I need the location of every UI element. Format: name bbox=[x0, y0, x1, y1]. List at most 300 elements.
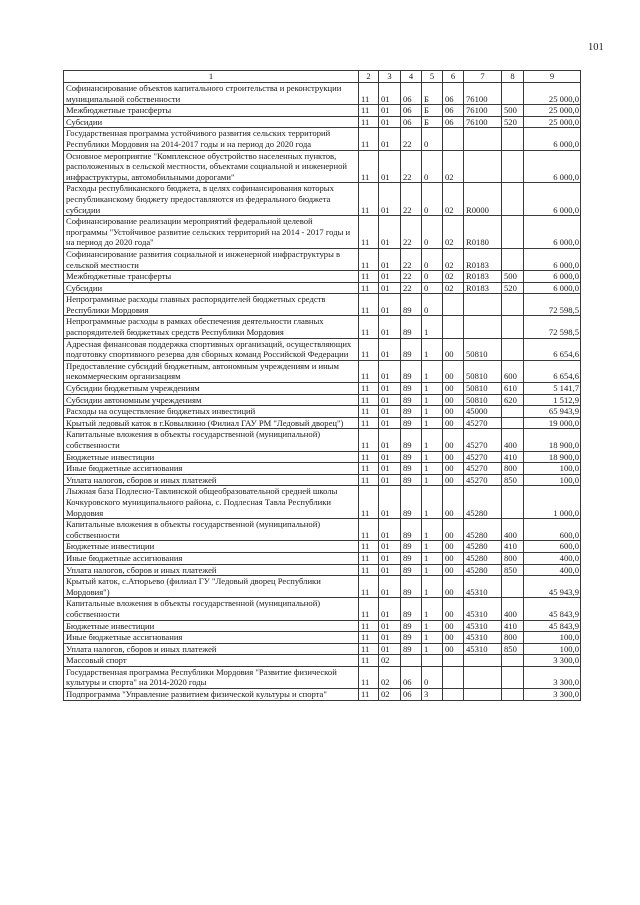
row-code-3-cell: 02 bbox=[379, 666, 401, 688]
row-code-5-cell: 1 bbox=[422, 519, 443, 541]
row-code-5-cell bbox=[422, 655, 443, 667]
row-code-3-cell: 01 bbox=[379, 271, 401, 283]
row-code-8-cell bbox=[502, 666, 524, 688]
row-amount-cell: 6 654,6 bbox=[524, 338, 581, 360]
row-code-7-cell: 45310 bbox=[464, 643, 502, 655]
row-code-2-cell: 11 bbox=[359, 216, 379, 249]
row-code-5-cell: 1 bbox=[422, 383, 443, 395]
row-amount-cell: 6 000,0 bbox=[524, 271, 581, 283]
row-name-cell: Лыжная база Подлесно-Тавлинской общеобразовательной средней школы Кочкуровского муниципального района, с. Подлесная Тавла Республики Мордовия bbox=[64, 486, 359, 519]
row-code-2-cell: 11 bbox=[359, 406, 379, 418]
row-code-6-cell: 00 bbox=[443, 643, 464, 655]
row-code-2-cell: 11 bbox=[359, 150, 379, 183]
row-amount-cell: 6 000,0 bbox=[524, 248, 581, 270]
table-row bbox=[64, 105, 581, 117]
row-code-2-cell: 11 bbox=[359, 620, 379, 632]
row-code-5-cell: 1 bbox=[422, 463, 443, 475]
row-code-5-cell: 0 bbox=[422, 271, 443, 283]
row-code-2-cell: 11 bbox=[359, 271, 379, 283]
row-amount-cell: 600,0 bbox=[524, 541, 581, 553]
row-code-2-cell: 11 bbox=[359, 383, 379, 395]
row-amount-cell: 3 300,0 bbox=[524, 655, 581, 667]
row-code-4-cell: 89 bbox=[401, 463, 422, 475]
row-amount-cell: 6 000,0 bbox=[524, 150, 581, 183]
row-amount-cell: 400,0 bbox=[524, 552, 581, 564]
row-code-7-cell: 45310 bbox=[464, 576, 502, 598]
row-code-8-cell: 410 bbox=[502, 541, 524, 553]
row-code-3-cell: 01 bbox=[379, 294, 401, 316]
row-code-5-cell: 1 bbox=[422, 406, 443, 418]
row-code-2-cell: 11 bbox=[359, 632, 379, 644]
row-code-5-cell: 1 bbox=[422, 632, 443, 644]
table-row bbox=[64, 216, 581, 249]
table-row bbox=[64, 474, 581, 486]
row-code-4-cell: 89 bbox=[401, 406, 422, 418]
row-name-cell: Субсидии bbox=[64, 282, 359, 294]
row-code-2-cell: 11 bbox=[359, 643, 379, 655]
row-code-6-cell: 00 bbox=[443, 360, 464, 382]
row-code-6-cell: 00 bbox=[443, 541, 464, 553]
row-code-5-cell: 1 bbox=[422, 474, 443, 486]
row-code-6-cell bbox=[443, 128, 464, 150]
row-code-5-cell: 1 bbox=[422, 451, 443, 463]
row-code-6-cell: 02 bbox=[443, 216, 464, 249]
row-code-4-cell bbox=[401, 655, 422, 667]
row-code-4-cell: 89 bbox=[401, 552, 422, 564]
row-code-4-cell: 89 bbox=[401, 632, 422, 644]
row-code-2-cell: 11 bbox=[359, 128, 379, 150]
row-code-5-cell: 3 bbox=[422, 689, 443, 701]
row-code-3-cell: 01 bbox=[379, 486, 401, 519]
row-name-cell: Массовый спорт bbox=[64, 655, 359, 667]
table-row bbox=[64, 643, 581, 655]
row-code-6-cell bbox=[443, 689, 464, 701]
row-code-3-cell: 01 bbox=[379, 383, 401, 395]
row-code-4-cell: 89 bbox=[401, 486, 422, 519]
header-col-4: 4 bbox=[401, 71, 422, 83]
row-amount-cell: 600,0 bbox=[524, 519, 581, 541]
row-code-4-cell: 89 bbox=[401, 394, 422, 406]
row-code-7-cell: 45280 bbox=[464, 552, 502, 564]
row-code-8-cell bbox=[502, 316, 524, 338]
row-code-4-cell: 22 bbox=[401, 128, 422, 150]
row-code-6-cell: 06 bbox=[443, 105, 464, 117]
table-row bbox=[64, 632, 581, 644]
row-code-3-cell: 01 bbox=[379, 451, 401, 463]
table-row bbox=[64, 83, 581, 105]
row-code-8-cell bbox=[502, 294, 524, 316]
row-code-5-cell: 0 bbox=[422, 128, 443, 150]
row-code-3-cell: 01 bbox=[379, 83, 401, 105]
row-code-8-cell bbox=[502, 417, 524, 429]
row-code-8-cell: 800 bbox=[502, 632, 524, 644]
row-code-5-cell: 1 bbox=[422, 576, 443, 598]
row-name-cell: Крытый ледовый каток в г.Ковылкино (Филиал ГАУ РМ "Ледовый дворец") bbox=[64, 417, 359, 429]
row-code-5-cell: 0 bbox=[422, 282, 443, 294]
row-code-8-cell bbox=[502, 150, 524, 183]
row-code-4-cell: 89 bbox=[401, 598, 422, 620]
row-code-7-cell: 45270 bbox=[464, 463, 502, 475]
row-code-6-cell: 00 bbox=[443, 564, 464, 576]
row-amount-cell: 18 900,0 bbox=[524, 451, 581, 463]
row-code-4-cell: 06 bbox=[401, 83, 422, 105]
row-code-4-cell: 22 bbox=[401, 271, 422, 283]
row-name-cell: Субсидии bbox=[64, 116, 359, 128]
row-amount-cell: 19 000,0 bbox=[524, 417, 581, 429]
row-code-6-cell: 00 bbox=[443, 451, 464, 463]
row-code-5-cell: 1 bbox=[422, 486, 443, 519]
row-code-3-cell: 01 bbox=[379, 620, 401, 632]
row-code-5-cell: 1 bbox=[422, 417, 443, 429]
row-code-4-cell: 89 bbox=[401, 338, 422, 360]
row-code-5-cell: Б bbox=[422, 116, 443, 128]
row-code-8-cell: 800 bbox=[502, 463, 524, 475]
table-row bbox=[64, 451, 581, 463]
row-code-8-cell: 500 bbox=[502, 271, 524, 283]
row-code-6-cell: 02 bbox=[443, 150, 464, 183]
row-code-6-cell: 00 bbox=[443, 406, 464, 418]
row-code-6-cell: 00 bbox=[443, 576, 464, 598]
row-code-5-cell: 0 bbox=[422, 216, 443, 249]
row-amount-cell: 6 000,0 bbox=[524, 128, 581, 150]
row-amount-cell: 6 000,0 bbox=[524, 282, 581, 294]
row-code-7-cell: 45310 bbox=[464, 632, 502, 644]
row-name-cell: Расходы на осуществление бюджетных инвестиций bbox=[64, 406, 359, 418]
row-code-7-cell: 50810 bbox=[464, 394, 502, 406]
table-row bbox=[64, 552, 581, 564]
row-code-6-cell: 00 bbox=[443, 519, 464, 541]
row-code-8-cell: 800 bbox=[502, 552, 524, 564]
row-code-7-cell: R0183 bbox=[464, 271, 502, 283]
row-code-5-cell: 1 bbox=[422, 429, 443, 451]
row-code-6-cell bbox=[443, 666, 464, 688]
row-code-6-cell: 00 bbox=[443, 417, 464, 429]
row-code-6-cell: 02 bbox=[443, 248, 464, 270]
row-code-2-cell: 11 bbox=[359, 666, 379, 688]
row-code-3-cell: 01 bbox=[379, 316, 401, 338]
row-code-8-cell bbox=[502, 128, 524, 150]
row-code-3-cell: 01 bbox=[379, 360, 401, 382]
row-amount-cell: 72 598,5 bbox=[524, 294, 581, 316]
row-code-4-cell: 89 bbox=[401, 429, 422, 451]
row-name-cell: Крытый каток, с.Атюрьево (филиал ГУ "Ледовый дворец Республики Мордовия") bbox=[64, 576, 359, 598]
row-code-2-cell: 11 bbox=[359, 689, 379, 701]
row-code-3-cell: 01 bbox=[379, 150, 401, 183]
table-row bbox=[64, 620, 581, 632]
row-code-3-cell: 01 bbox=[379, 394, 401, 406]
row-amount-cell: 72 598,5 bbox=[524, 316, 581, 338]
row-code-5-cell: 1 bbox=[422, 620, 443, 632]
row-code-4-cell: 89 bbox=[401, 360, 422, 382]
row-code-4-cell: 06 bbox=[401, 116, 422, 128]
row-code-6-cell: 00 bbox=[443, 552, 464, 564]
row-code-8-cell bbox=[502, 183, 524, 216]
row-code-8-cell: 400 bbox=[502, 519, 524, 541]
row-amount-cell: 1 512,9 bbox=[524, 394, 581, 406]
row-code-7-cell: 45280 bbox=[464, 541, 502, 553]
row-name-cell: Уплата налогов, сборов и иных платежей bbox=[64, 564, 359, 576]
row-code-2-cell: 11 bbox=[359, 541, 379, 553]
row-code-2-cell: 11 bbox=[359, 417, 379, 429]
row-code-2-cell: 11 bbox=[359, 451, 379, 463]
header-col-3: 3 bbox=[379, 71, 401, 83]
row-name-cell: Бюджетные инвестиции bbox=[64, 541, 359, 553]
row-code-5-cell: 1 bbox=[422, 598, 443, 620]
row-code-2-cell: 11 bbox=[359, 564, 379, 576]
row-code-6-cell: 06 bbox=[443, 83, 464, 105]
row-code-6-cell bbox=[443, 294, 464, 316]
row-code-3-cell: 01 bbox=[379, 519, 401, 541]
row-code-2-cell: 11 bbox=[359, 598, 379, 620]
row-code-5-cell: 1 bbox=[422, 541, 443, 553]
row-code-8-cell: 520 bbox=[502, 116, 524, 128]
row-code-2-cell: 11 bbox=[359, 183, 379, 216]
row-code-4-cell: 89 bbox=[401, 474, 422, 486]
row-code-4-cell: 89 bbox=[401, 383, 422, 395]
row-code-4-cell: 89 bbox=[401, 316, 422, 338]
row-code-6-cell: 00 bbox=[443, 474, 464, 486]
row-code-7-cell: R0183 bbox=[464, 282, 502, 294]
page-number: 101 bbox=[588, 42, 604, 53]
row-code-4-cell: 89 bbox=[401, 620, 422, 632]
table-row bbox=[64, 316, 581, 338]
table-row bbox=[64, 689, 581, 701]
row-name-cell: Предоставление субсидий бюджетным, автономным учреждениям и иным некоммерческим организациям bbox=[64, 360, 359, 382]
row-code-4-cell: 89 bbox=[401, 519, 422, 541]
row-code-3-cell: 02 bbox=[379, 689, 401, 701]
row-code-2-cell: 11 bbox=[359, 552, 379, 564]
row-code-7-cell: 45280 bbox=[464, 486, 502, 519]
table-row bbox=[64, 406, 581, 418]
row-code-2-cell: 11 bbox=[359, 105, 379, 117]
header-col-9: 9 bbox=[524, 71, 581, 83]
row-code-2-cell: 11 bbox=[359, 282, 379, 294]
row-amount-cell: 3 300,0 bbox=[524, 689, 581, 701]
row-code-7-cell: 50810 bbox=[464, 360, 502, 382]
row-code-8-cell: 620 bbox=[502, 394, 524, 406]
row-code-6-cell: 00 bbox=[443, 486, 464, 519]
row-code-4-cell: 89 bbox=[401, 541, 422, 553]
row-code-2-cell: 11 bbox=[359, 429, 379, 451]
row-code-3-cell: 01 bbox=[379, 282, 401, 294]
row-code-3-cell: 01 bbox=[379, 598, 401, 620]
row-amount-cell: 6 654,6 bbox=[524, 360, 581, 382]
row-code-7-cell: R0183 bbox=[464, 248, 502, 270]
row-code-8-cell: 500 bbox=[502, 105, 524, 117]
row-code-4-cell: 22 bbox=[401, 282, 422, 294]
table-row bbox=[64, 598, 581, 620]
row-code-5-cell: Б bbox=[422, 105, 443, 117]
table-body bbox=[64, 83, 581, 701]
row-code-7-cell bbox=[464, 655, 502, 667]
row-code-6-cell: 02 bbox=[443, 271, 464, 283]
row-code-4-cell: 06 bbox=[401, 105, 422, 117]
row-code-5-cell: 0 bbox=[422, 150, 443, 183]
row-code-8-cell: 410 bbox=[502, 620, 524, 632]
row-code-7-cell: 76100 bbox=[464, 105, 502, 117]
row-name-cell: Непрограммные расходы главных распорядителей бюджетных средств Республики Мордовия bbox=[64, 294, 359, 316]
row-code-8-cell bbox=[502, 83, 524, 105]
row-name-cell: Софинансирование развития социальной и инженерной инфраструктуры в сельской местности bbox=[64, 248, 359, 270]
row-code-2-cell: 11 bbox=[359, 394, 379, 406]
row-code-6-cell: 00 bbox=[443, 383, 464, 395]
table-row bbox=[64, 150, 581, 183]
row-name-cell: Подпрограмма "Управление развитием физической культуры и спорта" bbox=[64, 689, 359, 701]
row-amount-cell: 6 000,0 bbox=[524, 183, 581, 216]
row-amount-cell: 45 843,9 bbox=[524, 598, 581, 620]
row-name-cell: Капитальные вложения в объекты государственной (муниципальной) собственности bbox=[64, 598, 359, 620]
table-row bbox=[64, 666, 581, 688]
row-name-cell: Капитальные вложения в объекты государственной (муниципальной) собственности bbox=[64, 519, 359, 541]
row-code-3-cell: 01 bbox=[379, 417, 401, 429]
row-amount-cell: 100,0 bbox=[524, 463, 581, 475]
row-code-6-cell: 06 bbox=[443, 116, 464, 128]
row-name-cell: Адресная финансовая поддержка спортивных организаций, осуществляющих подготовку спортивного резерва для сборных команд Российской Федерации bbox=[64, 338, 359, 360]
row-code-7-cell: 45270 bbox=[464, 474, 502, 486]
row-code-7-cell bbox=[464, 294, 502, 316]
row-code-8-cell bbox=[502, 576, 524, 598]
row-code-8-cell: 850 bbox=[502, 474, 524, 486]
row-code-4-cell: 06 bbox=[401, 689, 422, 701]
row-code-8-cell: 600 bbox=[502, 360, 524, 382]
row-code-2-cell: 11 bbox=[359, 116, 379, 128]
row-code-7-cell: 45280 bbox=[464, 519, 502, 541]
header-col-6: 6 bbox=[443, 71, 464, 83]
row-code-4-cell: 89 bbox=[401, 451, 422, 463]
row-amount-cell: 3 300,0 bbox=[524, 666, 581, 688]
row-amount-cell: 5 141,7 bbox=[524, 383, 581, 395]
row-code-8-cell bbox=[502, 338, 524, 360]
row-code-5-cell: 0 bbox=[422, 666, 443, 688]
row-code-3-cell: 01 bbox=[379, 116, 401, 128]
table-row bbox=[64, 655, 581, 667]
row-name-cell: Капитальные вложения в объекты государственной (муниципальной) собственности bbox=[64, 429, 359, 451]
row-code-4-cell: 22 bbox=[401, 150, 422, 183]
row-code-4-cell: 89 bbox=[401, 643, 422, 655]
row-code-5-cell: 0 bbox=[422, 183, 443, 216]
row-code-4-cell: 06 bbox=[401, 666, 422, 688]
row-code-7-cell: R0000 bbox=[464, 183, 502, 216]
row-code-7-cell: 45280 bbox=[464, 564, 502, 576]
row-code-5-cell: 0 bbox=[422, 294, 443, 316]
table-row bbox=[64, 116, 581, 128]
row-code-7-cell bbox=[464, 666, 502, 688]
row-code-2-cell: 11 bbox=[359, 83, 379, 105]
row-amount-cell: 65 943,9 bbox=[524, 406, 581, 418]
row-code-5-cell: 1 bbox=[422, 643, 443, 655]
row-code-7-cell: 45310 bbox=[464, 620, 502, 632]
row-code-3-cell: 01 bbox=[379, 128, 401, 150]
row-code-6-cell: 00 bbox=[443, 394, 464, 406]
row-code-3-cell: 01 bbox=[379, 216, 401, 249]
row-code-2-cell: 11 bbox=[359, 463, 379, 475]
row-name-cell: Непрограммные расходы в рамках обеспечения деятельности главных распорядителей бюджетных средств Республики Мордовия bbox=[64, 316, 359, 338]
row-amount-cell: 6 000,0 bbox=[524, 216, 581, 249]
row-name-cell: Иные бюджетные ассигнования bbox=[64, 463, 359, 475]
row-code-7-cell: R0180 bbox=[464, 216, 502, 249]
row-code-2-cell: 11 bbox=[359, 316, 379, 338]
row-code-2-cell: 11 bbox=[359, 294, 379, 316]
row-code-8-cell: 400 bbox=[502, 598, 524, 620]
row-name-cell: Основное мероприятие "Комплексное обустройство населенных пунктов, расположенных в сельской местности, объектами социальной и инженерной инфраструктуры, автомобильными дорогами" bbox=[64, 150, 359, 183]
row-code-5-cell: 1 bbox=[422, 552, 443, 564]
row-code-4-cell: 22 bbox=[401, 248, 422, 270]
row-code-8-cell bbox=[502, 689, 524, 701]
row-code-2-cell: 11 bbox=[359, 338, 379, 360]
row-code-8-cell: 850 bbox=[502, 564, 524, 576]
table-row bbox=[64, 294, 581, 316]
row-code-7-cell: 76100 bbox=[464, 116, 502, 128]
table-row bbox=[64, 417, 581, 429]
row-amount-cell: 25 000,0 bbox=[524, 83, 581, 105]
table-row bbox=[64, 486, 581, 519]
row-amount-cell: 400,0 bbox=[524, 564, 581, 576]
row-code-2-cell: 11 bbox=[359, 360, 379, 382]
table-row bbox=[64, 394, 581, 406]
row-code-8-cell: 520 bbox=[502, 282, 524, 294]
row-amount-cell: 100,0 bbox=[524, 474, 581, 486]
row-name-cell: Бюджетные инвестиции bbox=[64, 451, 359, 463]
row-code-5-cell: 1 bbox=[422, 360, 443, 382]
table-row bbox=[64, 183, 581, 216]
row-amount-cell: 25 000,0 bbox=[524, 105, 581, 117]
table-row bbox=[64, 541, 581, 553]
row-code-6-cell: 02 bbox=[443, 183, 464, 216]
row-name-cell: Уплата налогов, сборов и иных платежей bbox=[64, 474, 359, 486]
row-code-8-cell: 610 bbox=[502, 383, 524, 395]
table-row bbox=[64, 383, 581, 395]
row-code-2-cell: 11 bbox=[359, 248, 379, 270]
table-row bbox=[64, 564, 581, 576]
row-amount-cell: 25 000,0 bbox=[524, 116, 581, 128]
row-name-cell: Софинансирование реализации мероприятий федеральной целевой программы "Устойчивое развитие сельских территорий на 2014 - 2017 годы и на период до 2020 года" bbox=[64, 216, 359, 249]
row-name-cell: Государственная программа устойчивого развития сельских территорий Республики Мордовия на 2014-2017 годы и на период до 2020 года bbox=[64, 128, 359, 150]
row-amount-cell: 45 943,9 bbox=[524, 576, 581, 598]
row-code-8-cell bbox=[502, 486, 524, 519]
row-code-4-cell: 89 bbox=[401, 576, 422, 598]
row-code-6-cell: 00 bbox=[443, 463, 464, 475]
row-code-3-cell: 02 bbox=[379, 655, 401, 667]
row-amount-cell: 1 000,0 bbox=[524, 486, 581, 519]
row-code-5-cell: 1 bbox=[422, 316, 443, 338]
row-code-7-cell: 76100 bbox=[464, 83, 502, 105]
row-code-6-cell: 02 bbox=[443, 282, 464, 294]
row-code-3-cell: 01 bbox=[379, 474, 401, 486]
row-code-6-cell: 00 bbox=[443, 632, 464, 644]
row-name-cell: Иные бюджетные ассигнования bbox=[64, 632, 359, 644]
row-code-8-cell bbox=[502, 216, 524, 249]
row-code-4-cell: 89 bbox=[401, 564, 422, 576]
table-row bbox=[64, 429, 581, 451]
row-amount-cell: 100,0 bbox=[524, 632, 581, 644]
row-code-3-cell: 01 bbox=[379, 248, 401, 270]
row-code-7-cell: 45270 bbox=[464, 451, 502, 463]
header-col-1: 1 bbox=[64, 71, 359, 83]
row-code-7-cell: 50810 bbox=[464, 338, 502, 360]
row-name-cell: Софинансирование объектов капитального строительства и реконструкции муниципальной собственности bbox=[64, 83, 359, 105]
row-code-3-cell: 01 bbox=[379, 105, 401, 117]
row-amount-cell: 100,0 bbox=[524, 643, 581, 655]
table-row bbox=[64, 271, 581, 283]
row-code-7-cell: 45310 bbox=[464, 598, 502, 620]
row-code-3-cell: 01 bbox=[379, 552, 401, 564]
table-row bbox=[64, 338, 581, 360]
table-row bbox=[64, 360, 581, 382]
budget-table bbox=[63, 70, 581, 701]
row-code-6-cell bbox=[443, 316, 464, 338]
header-col-2: 2 bbox=[359, 71, 379, 83]
row-code-4-cell: 89 bbox=[401, 417, 422, 429]
